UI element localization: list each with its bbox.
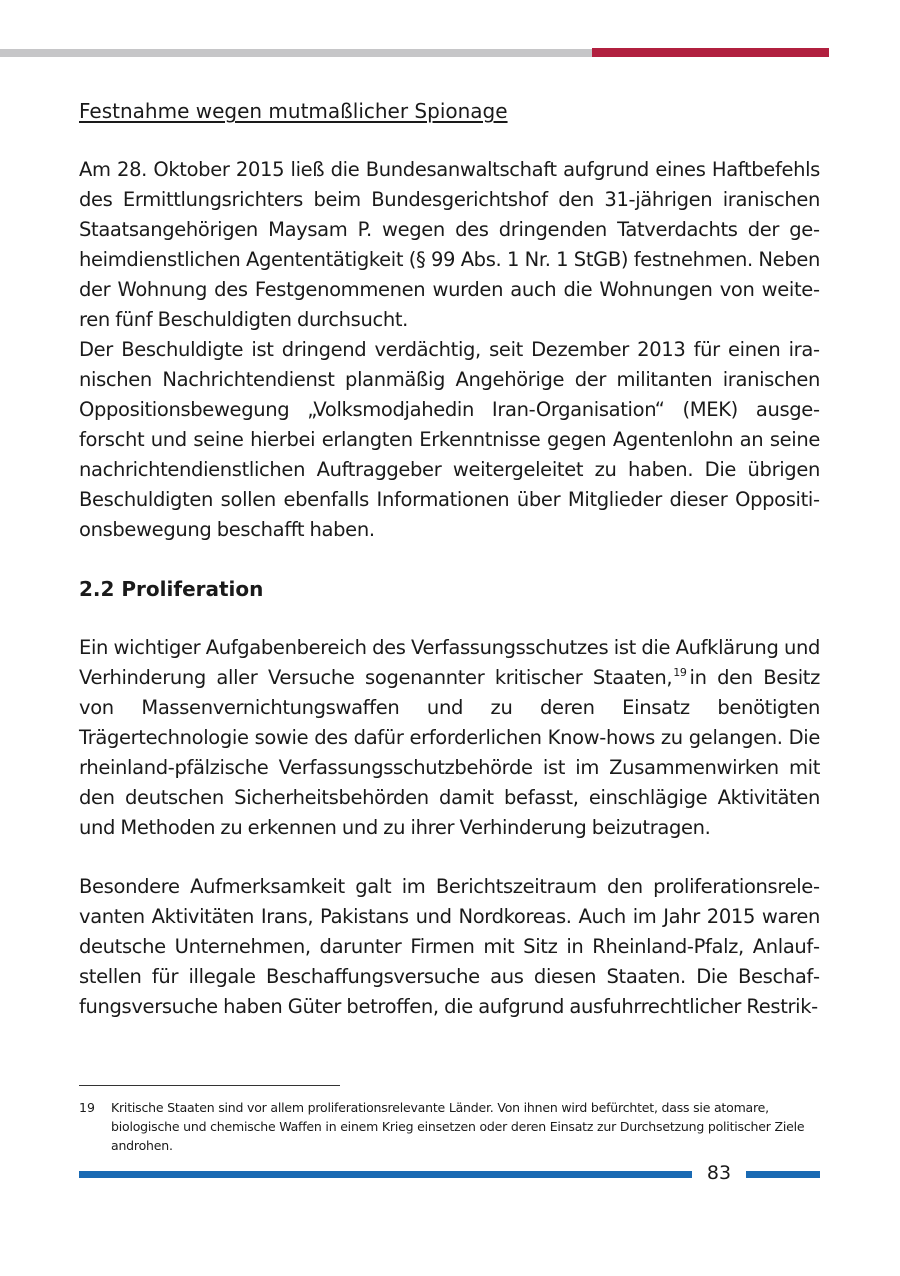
footnote-reference[interactable]: 19	[673, 666, 687, 679]
footer-rule-left	[79, 1171, 692, 1178]
paragraph-text-part: Ein wichtiger Aufgabenbereich des Verfassungsschutzes ist die Aufklärung und Verhinderung aller Versuche sogenannter kritischer Staaten,	[79, 636, 820, 689]
paragraph-text-part: in den Besitz von Massenvernichtungswaffen und zu deren Einsatz benötigten Trägertechnologie sowie des dafür erforderlichen Know-hows zu gelangen. Die rheinland-pfälzische Verfassungsschutzbehörde ist im Zusammenwirken mit den deutschen Sicherheitsbehörden damit befasst, einschlägige Aktivitäten und Methoden zu erkennen und zu ihrer Verhinderung beizutragen.	[79, 666, 820, 839]
paragraph-suspect: Der Beschuldigte ist dringend verdächtig, seit Dezember 2013 für einen iranischen Nachrichtendienst planmäßig Angehörige der militanten iranischen Oppositionsbewegung „Volksmodjahedin Iran-Organisation“ (MEK) ausgeforscht und seine hierbei erlangten Erkenntnisse gegen Agentenlohn an seine nachrichtendienstlichen Auftraggeber weitergeleitet zu haben. Die übrigen Beschuldigten sollen ebenfalls Informationen über Mitglieder dieser Oppositionsbewegung beschafft haben.	[79, 338, 820, 541]
footnote	[79, 1098, 821, 1155]
section-heading: 2.2 Proliferation	[79, 577, 264, 601]
page-content	[79, 96, 820, 1022]
paragraph-proliferation-task	[79, 633, 820, 843]
paragraph-arrest: Am 28. Oktober 2015 ließ die Bundesanwaltschaft aufgrund eines Haftbefehls des Ermittlungsrichters beim Bundesgerichtshof den 31-jährigen iranischen Staatsangehörigen Maysam P. wegen des dringenden Tatverdachts der geheimdienstlichen Agententätigkeit (§ 99 Abs. 1 Nr. 1 StGB) festnehmen. Neben der Wohnung des Festgenommenen wurden auch die Wohnungen von weiteren fünf Beschuldigten durchsucht.	[79, 158, 820, 331]
footnote-divider	[79, 1085, 340, 1086]
header-rule-gray	[0, 49, 592, 57]
header-rule-accent	[592, 48, 829, 57]
page-number: 83	[706, 1162, 732, 1184]
footer-rule-right	[746, 1171, 820, 1178]
subheading: Festnahme wegen mutmaßlicher Spionage	[79, 99, 508, 123]
footnote-number: 19	[79, 1100, 95, 1115]
footnote-text: Kritische Staaten sind vor allem proliferationsrelevante Länder. Von ihnen wird befürchtet, dass sie atomare, biologische und chemische Waffen in einem Krieg einsetzen oder deren Einsatz zur Durchsetzung politischer Ziele androhen.	[111, 1100, 805, 1153]
paragraph-attention: Besondere Aufmerksamkeit galt im Berichtszeitraum den proliferationsrelevanten Aktivitäten Irans, Pakistans und Nordkoreas. Auch im Jahr 2015 waren deutsche Unternehmen, darunter Firmen mit Sitz in Rheinland-Pfalz, Anlaufstellen für illegale Beschaffungsversuche aus diesen Staaten. Die Beschaffungsversuche haben Güter betroffen, die aufgrund ausfuhrrechtlicher Restrik-	[79, 875, 820, 1018]
